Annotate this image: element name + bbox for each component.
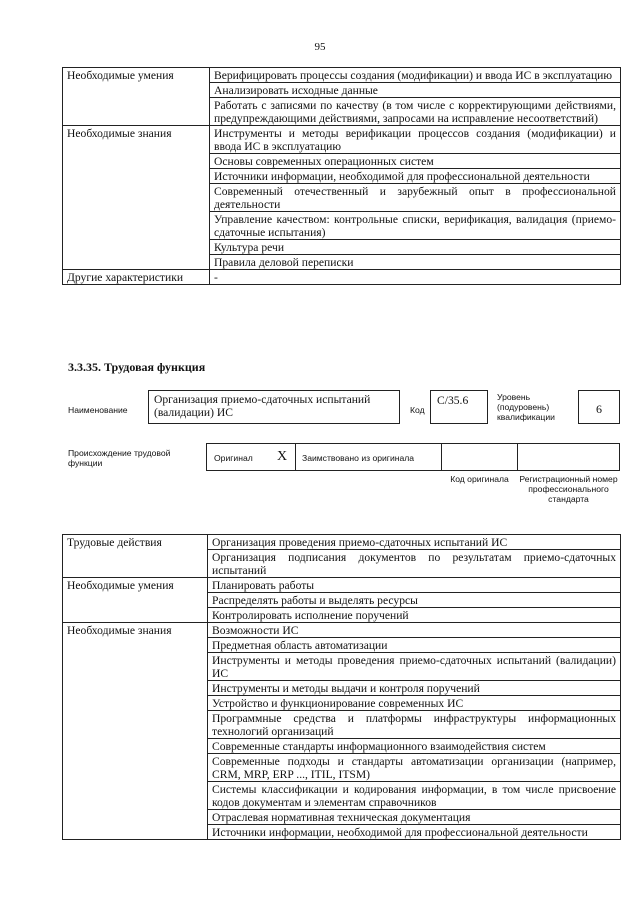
table-row bbox=[63, 711, 621, 739]
row-item: Устройство и функционирование современных ИС bbox=[208, 696, 621, 711]
original-cell bbox=[206, 443, 296, 471]
code-original-cell bbox=[441, 443, 518, 471]
name-value: Организация приемо-сдаточных испытаний (валидации) ИС bbox=[154, 393, 371, 419]
table-row bbox=[63, 169, 621, 184]
row-item: Современный отечественный и зарубежный опыт в профессиональной деятельности bbox=[210, 184, 621, 212]
row-item: Правила деловой переписки bbox=[210, 255, 621, 270]
page-number: 95 bbox=[314, 41, 326, 53]
table-row bbox=[63, 681, 621, 696]
row-item: Верифицировать процессы создания (модификации) и ввода ИС в эксплуатацию bbox=[210, 68, 621, 83]
table-row bbox=[63, 550, 621, 578]
labor-function-table bbox=[62, 534, 621, 840]
row-label bbox=[63, 550, 208, 578]
row-item: Контролировать исполнение поручений bbox=[208, 608, 621, 623]
row-label bbox=[63, 754, 208, 782]
row-label bbox=[63, 638, 208, 653]
row-item: Современные подходы и стандарты автоматизации организации (например, CRM, MRP, ERP ..., ITIL, ITSM) bbox=[208, 754, 621, 782]
row-item: Инструменты и методы верификации процессов создания (модификации) и ввода ИС в эксплуатацию bbox=[210, 126, 621, 154]
original-label: Оригинал bbox=[214, 453, 253, 463]
row-label bbox=[63, 212, 210, 240]
row-label bbox=[63, 184, 210, 212]
row-item: Анализировать исходные данные bbox=[210, 83, 621, 98]
row-label bbox=[63, 810, 208, 825]
row-item: Планировать работы bbox=[208, 578, 621, 593]
table-row bbox=[63, 98, 621, 126]
row-label bbox=[63, 608, 208, 623]
code-value: C/35.6 bbox=[437, 394, 469, 407]
row-item: Инструменты и методы проведения приемо-сдаточных испытаний (валидации) ИС bbox=[208, 653, 621, 681]
skills-knowledge-table-1 bbox=[62, 67, 621, 285]
row-item: Культура речи bbox=[210, 240, 621, 255]
code-label: Код bbox=[410, 405, 425, 415]
row-item: Источники информации, необходимой для профессиональной деятельности bbox=[208, 825, 621, 840]
row-item: Современные стандарты информационного взаимодействия систем bbox=[208, 739, 621, 754]
table-row bbox=[63, 608, 621, 623]
row-label bbox=[63, 98, 210, 126]
code-original-caption: Код оригинала bbox=[450, 474, 509, 484]
row-item: Распределять работы и выделять ресурсы bbox=[208, 593, 621, 608]
row-item: Управление качеством: контрольные списки, верификация, валидация (приемо-сдаточные испытания) bbox=[210, 212, 621, 240]
table-row bbox=[63, 270, 621, 285]
row-label bbox=[63, 739, 208, 754]
table-row bbox=[63, 184, 621, 212]
table-row bbox=[63, 535, 621, 550]
name-value-box bbox=[148, 390, 400, 424]
table-row bbox=[63, 578, 621, 593]
row-item: Инструменты и методы выдачи и контроля поручений bbox=[208, 681, 621, 696]
row-label: Необходимые умения bbox=[63, 578, 208, 593]
table-row bbox=[63, 593, 621, 608]
original-mark: X bbox=[277, 449, 288, 464]
table-row bbox=[63, 255, 621, 270]
table-row bbox=[63, 240, 621, 255]
row-item: Организация подписания документов по результатам приемо-сдаточных испытаний bbox=[208, 550, 621, 578]
table-row bbox=[63, 154, 621, 169]
row-item: Возможности ИС bbox=[208, 623, 621, 638]
row-label: Другие характеристики bbox=[63, 270, 210, 285]
table-row bbox=[63, 739, 621, 754]
row-label bbox=[63, 255, 210, 270]
row-label: Трудовые действия bbox=[63, 535, 208, 550]
borrowed-cell bbox=[295, 443, 442, 471]
section-title: 3.3.35. Трудовая функция bbox=[68, 360, 206, 374]
table-row bbox=[63, 696, 621, 711]
level-value: 6 bbox=[596, 402, 602, 416]
row-label bbox=[63, 169, 210, 184]
reg-number-cell bbox=[517, 443, 620, 471]
table-row bbox=[63, 782, 621, 810]
row-item: Отраслевая нормативная техническая документация bbox=[208, 810, 621, 825]
row-item: Основы современных операционных систем bbox=[210, 154, 621, 169]
row-item: Программные средства и платформы инфраструктуры информационных технологий организаций bbox=[208, 711, 621, 739]
row-label bbox=[63, 711, 208, 739]
table-row bbox=[63, 638, 621, 653]
row-label bbox=[63, 825, 208, 840]
row-label: Необходимые умения bbox=[63, 68, 210, 83]
level-label: Уровень (подуровень) квалификации bbox=[497, 392, 555, 422]
row-item: Источники информации, необходимой для профессиональной деятельности bbox=[210, 169, 621, 184]
row-item: Работать с записями по качеству (в том числе с корректирующими действиями, предупреждающими действиями, запросами на исправление несоответствий) bbox=[210, 98, 621, 126]
table-row bbox=[63, 810, 621, 825]
row-item: - bbox=[210, 270, 621, 285]
table-row bbox=[63, 623, 621, 638]
name-label: Наименование bbox=[68, 405, 128, 415]
row-item: Организация проведения приемо-сдаточных испытаний ИС bbox=[208, 535, 621, 550]
row-label: Необходимые знания bbox=[63, 126, 210, 154]
table-row bbox=[63, 754, 621, 782]
row-label bbox=[63, 681, 208, 696]
row-item: Предметная область автоматизации bbox=[208, 638, 621, 653]
reg-number-caption: Регистрационный номер профессионального стандарта bbox=[519, 474, 618, 504]
borrowed-label: Заимствовано из оригинала bbox=[302, 453, 415, 463]
row-label bbox=[63, 593, 208, 608]
row-item: Системы классификации и кодирования информации, в том числе присвоение кодов документам и элементам справочников bbox=[208, 782, 621, 810]
row-label bbox=[63, 154, 210, 169]
table-row bbox=[63, 126, 621, 154]
row-label bbox=[63, 782, 208, 810]
table-row bbox=[63, 212, 621, 240]
row-label bbox=[63, 83, 210, 98]
code-value-box bbox=[430, 390, 488, 424]
row-label bbox=[63, 240, 210, 255]
table-row bbox=[63, 653, 621, 681]
table-row bbox=[63, 825, 621, 840]
level-value-box bbox=[578, 390, 620, 424]
row-label bbox=[63, 696, 208, 711]
origin-label: Происхождение трудовой функции bbox=[68, 448, 171, 468]
row-label bbox=[63, 653, 208, 681]
table-row bbox=[63, 68, 621, 83]
table-row bbox=[63, 83, 621, 98]
row-label: Необходимые знания bbox=[63, 623, 208, 638]
